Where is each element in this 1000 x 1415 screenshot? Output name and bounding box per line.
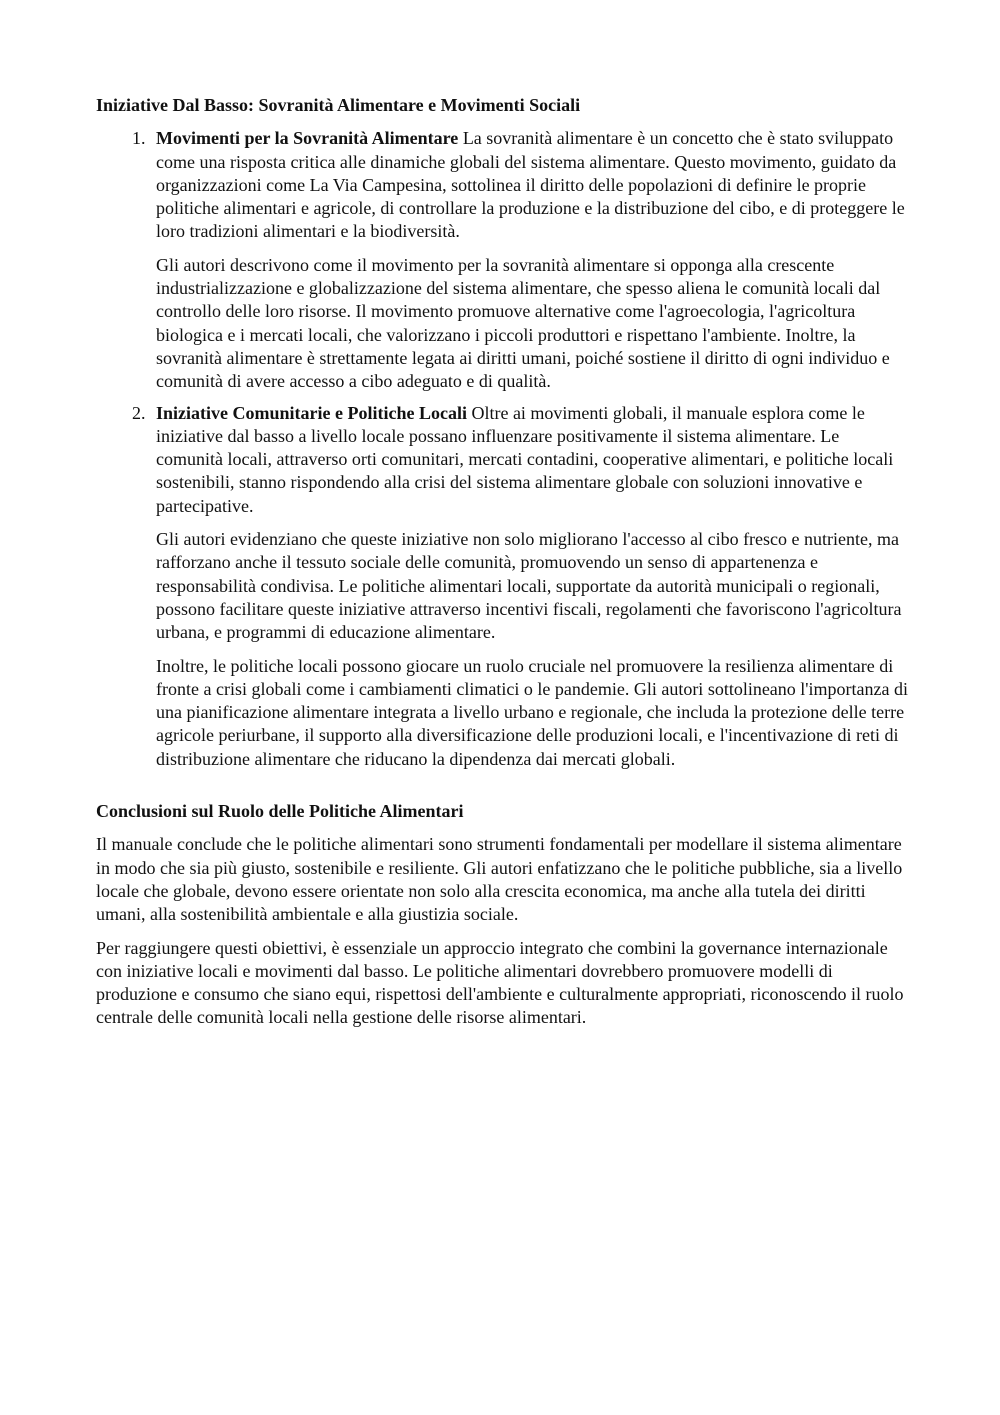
list-item-lead-paragraph bbox=[156, 402, 908, 518]
list-item-term: Movimenti per la Sovranità Alimentare bbox=[156, 128, 459, 149]
numbered-list bbox=[96, 127, 908, 771]
section-heading-grassroots: Iniziative Dal Basso: Sovranità Alimentare e Movimenti Sociali bbox=[96, 95, 581, 115]
list-item-lead-text: La sovranità alimentare è un concetto che è stato sviluppato come una risposta critica alle dinamiche globali del sistema alimentare. Questo movimento, guidato da organizzazioni come La Via Campesina, sottolinea il diritto delle popolazioni di definire le proprie politiche alimentari e agricole, di controllare la produzione e la distribuzione del cibo, e di proteggere le loro tradizioni alimentari e la biodiversità. bbox=[156, 128, 905, 242]
body-paragraph: Per raggiungere questi obiettivi, è essenziale un approccio integrato che combini la governance internazionale con iniziative locali e movimenti dal basso. Le politiche alimentari dovrebbero promuovere modelli di produzione e consumo che siano equi, rispettosi dell'ambiente e culturalmente appropriati, riconoscendo il ruolo centrale delle comunità locali nella gestione delle risorse alimentari. bbox=[96, 937, 904, 1028]
list-item-lead-text: Oltre ai movimenti globali, il manuale esplora come le iniziative dal basso a livello locale possano influenzare positivamente il sistema alimentare. Le comunità locali, attraverso orti comunitari, mercati contadini, cooperative alimentari, e politiche locali sostenibili, stanno rispondendo alla crisi del sistema alimentare globale con soluzioni innovative e partecipative. bbox=[156, 402, 894, 516]
list-item-paragraph: Inoltre, le politiche locali possono giocare un ruolo cruciale nel promuovere la resilienza alimentare di fronte a crisi globali come i cambiamenti climatici o le pandemie. Gli autori sottolineano l'importanza di una pianificazione alimentare integrata a livello urbano e regionale, che includa la protezione delle terre agricole periurbane, il supporto alla diversificazione delle produzioni locali, e l'incentivazione di reti di distribuzione alimentare che riducano la dipendenza dai mercati globali. bbox=[156, 655, 909, 769]
list-item-number: 2. bbox=[132, 402, 146, 423]
document-page bbox=[96, 94, 908, 1040]
list-item bbox=[96, 127, 908, 393]
section-heading-conclusions: Conclusioni sul Ruolo delle Politiche Alimentari bbox=[96, 801, 464, 822]
list-item bbox=[96, 402, 908, 771]
list-item-paragraph: Gli autori descrivono come il movimento per la sovranità alimentare si opponga alla crescente industrializzazione e globalizzazione del sistema alimentare, che spesso aliena le comunità locali dal controllo delle loro risorse. Il movimento promuove alternative come l'agroecologia, l'agricoltura biologica e i mercati locali, che valorizzano i piccoli produttori e rispettano l'ambiente. Inoltre, la sovranità alimentare è strettamente legata ai diritti umani, poiché sostiene il diritto di ogni individuo e comunità di avere accesso a cibo adeguato e di qualità. bbox=[156, 254, 890, 392]
list-item-number: 1. bbox=[132, 128, 146, 149]
list-item-paragraph: Gli autori evidenziano che queste iniziative non solo migliorano l'accesso al cibo fresco e nutriente, ma rafforzano anche il tessuto sociale delle comunità, promuovendo un senso di appartenenza e responsabilità condivisa. Le politiche alimentari locali, supportate da autorità municipali o regionali, possono facilitare queste iniziative attraverso incentivi fiscali, regolamenti che favoriscono l'agricoltura urbana, e programmi di educazione alimentare. bbox=[156, 529, 902, 643]
list-item-lead-paragraph bbox=[156, 127, 908, 243]
list-item-term: Iniziative Comunitarie e Politiche Locali bbox=[156, 402, 467, 423]
body-paragraph: Il manuale conclude che le politiche alimentari sono strumenti fondamentali per modellare il sistema alimentare in modo che sia più giusto, sostenibile e resiliente. Gli autori enfatizzano che le politiche pubbliche, sia a livello locale che globale, devono essere orientate non solo alla crescita economica, ma anche alla tutela dei diritti umani, alla sostenibilità ambientale e alla giustizia sociale. bbox=[96, 834, 903, 925]
